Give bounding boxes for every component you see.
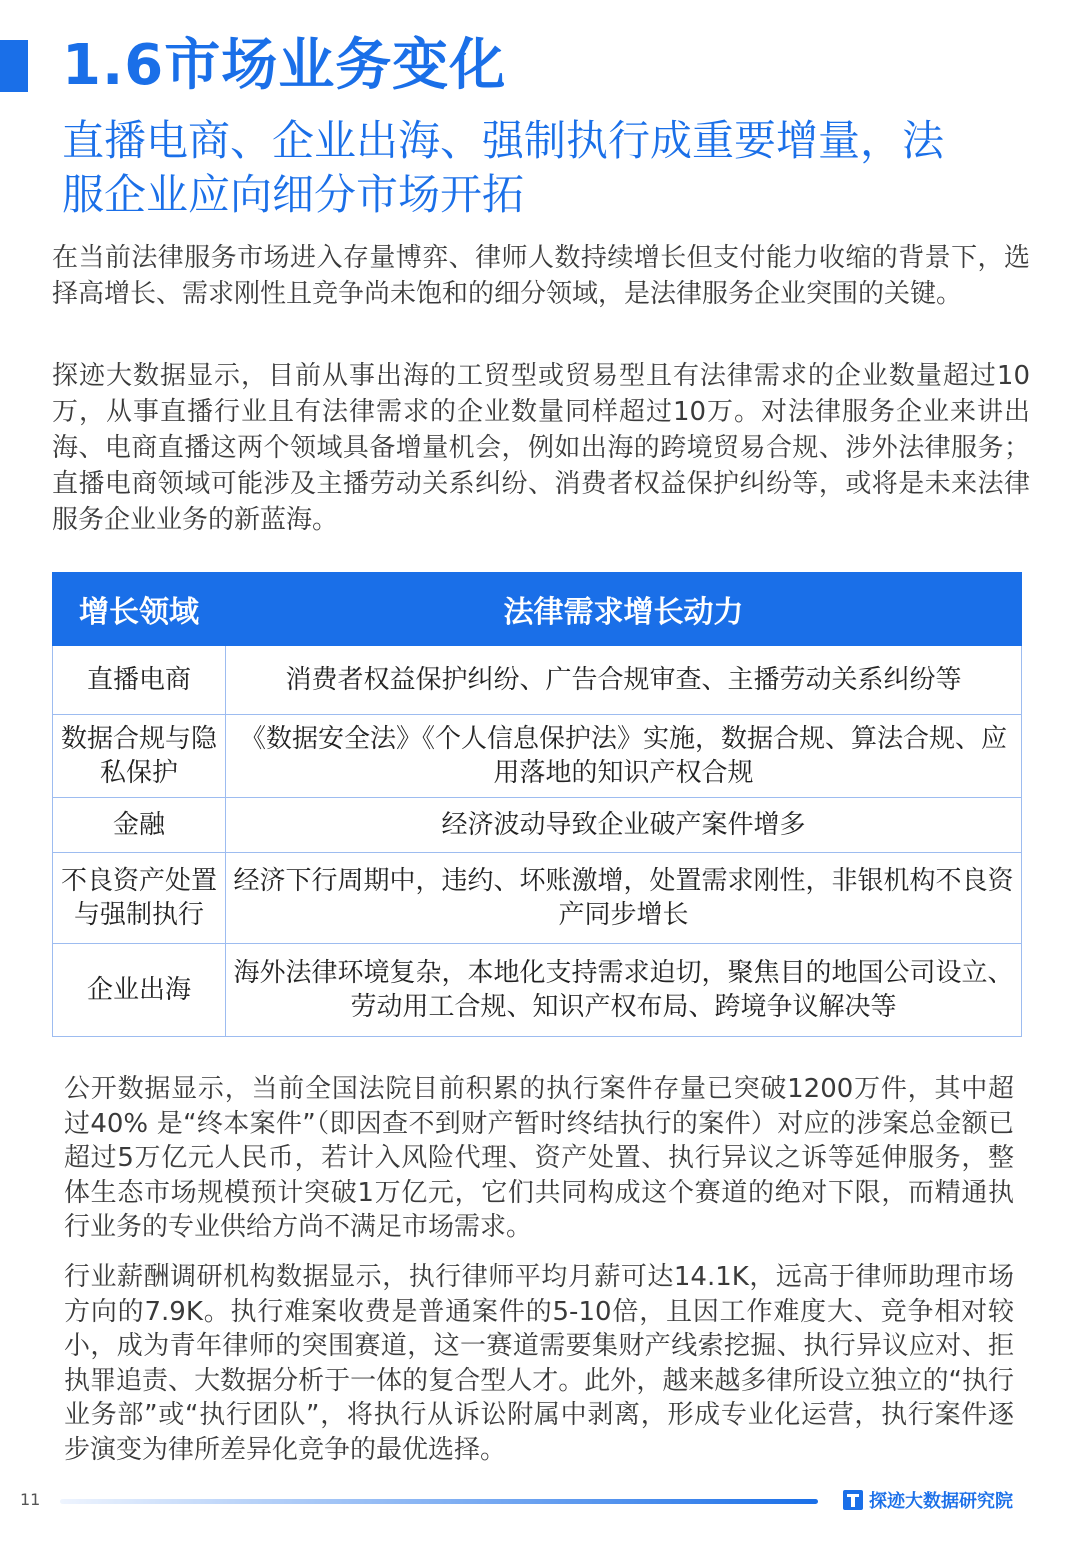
row-area: 数据合规与隐私保护 — [53, 715, 226, 798]
row-driver: 《数据安全法》《个人信息保护法》实施，数据合规、算法合规、应用落地的知识产权合规 — [226, 715, 1022, 798]
table-row — [53, 944, 1022, 1037]
row-area: 直播电商 — [53, 646, 226, 715]
row-driver: 经济波动导致企业破产案件增多 — [226, 798, 1022, 853]
table-row — [53, 715, 1022, 798]
row-driver: 经济下行周期中，违约、坏账激增，处置需求刚性，非银机构不良资产同步增长 — [226, 853, 1022, 944]
page-subtitle — [62, 114, 1022, 222]
subtitle-line-1: 直播电商、企业出海、强制执行成重要增量，法 — [62, 116, 945, 165]
table-header-row — [53, 573, 1022, 646]
salary-paragraph: 行业薪酬调研机构数据显示，执行律师平均月薪可达14.1K，远高于律师助理市场方向的7.9K。执行难案收费是普通案件的5-10倍，且因工作难度大、竞争相对较小，成为青年律师的突围赛道，这一赛道需要集财产线索挖掘、执行异议应对、拒执罪追责、大数据分析于一体的复合型人才。此外，越来越多律所设立独立的“执行业务部”或“执行团队”，将执行从诉讼附属中剥离，形成专业化运营，执行案件逐步演变为律所差异化竞争的最优选择。 — [64, 1262, 1014, 1465]
header-legal-demand-driver: 法律需求增长动力 — [226, 573, 1022, 646]
growth-areas-table — [52, 572, 1022, 1037]
row-area: 金融 — [53, 798, 226, 853]
title-accent-bar — [0, 40, 28, 92]
row-driver: 海外法律环境复杂，本地化支持需求迫切，聚焦目的地国公司设立、劳动用工合规、知识产权布局、跨境争议解决等 — [226, 944, 1022, 1037]
table-row — [53, 646, 1022, 715]
table-row — [53, 853, 1022, 944]
row-area: 不良资产处置与强制执行 — [53, 853, 226, 944]
footer-divider — [60, 1499, 818, 1504]
row-driver: 消费者权益保护纠纷、广告合规审查、主播劳动关系纠纷等 — [226, 646, 1022, 715]
enforcement-market-paragraph: 公开数据显示，当前全国法院目前积累的执行案件存量已突破1200万件，其中超过40% 是“终本案件”（即因查不到财产暂时终结执行的案件）对应的涉案总金额已超过5万亿元人民币，若计入风险代理、资产处置、执行异议之诉等延伸服务，整体生态市场规模预计突破1万亿元，它们共同构成这个赛道的绝对下限，而精通执行业务的专业供给方尚不满足市场需求。 — [64, 1074, 1014, 1242]
row-area: 企业出海 — [53, 944, 226, 1037]
data-paragraph: 探迹大数据显示，目前从事出海的工贸型或贸易型且有法律需求的企业数量超过10万，从事直播行业且有法律需求的企业数量同样超过10万。对法律服务企业来讲出海、电商直播这两个领域具备增量机会，例如出海的跨境贸易合规、涉外法律服务；直播电商领域可能涉及主播劳动关系纠纷、消费者权益保护纠纷等，或将是未来法律服务企业业务的新蓝海。 — [52, 361, 1030, 535]
table-row — [53, 798, 1022, 853]
subtitle-line-2: 服企业应向细分市场开拓 — [62, 170, 525, 219]
header-growth-area: 增长领域 — [53, 573, 226, 646]
page-number: 11 — [20, 1490, 41, 1509]
brand-name: 探迹大数据研究院 — [869, 1491, 1013, 1512]
brand-logo-icon — [843, 1490, 863, 1510]
page-title: 1.6市场业务变化 — [62, 33, 507, 98]
intro-paragraph: 在当前法律服务市场进入存量博弈、律师人数持续增长但支付能力收缩的背景下，选择高增长、需求刚性且竞争尚未饱和的细分领域，是法律服务企业突围的关键。 — [52, 243, 1030, 309]
footer-brand — [843, 1486, 1013, 1514]
